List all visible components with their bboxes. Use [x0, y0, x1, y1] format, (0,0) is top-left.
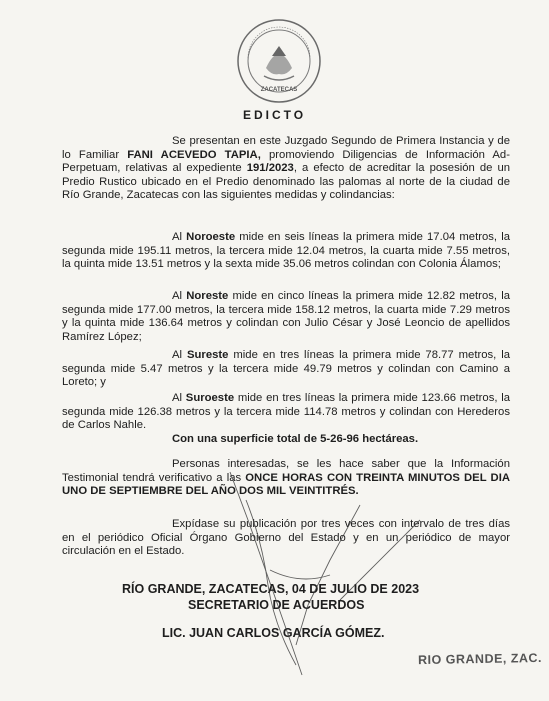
- paragraph-noreste: Al Noreste mide en cinco líneas la primera mide 12.82 metros, la segunda mide 177.00 metros, la tercera mide 158.12 metros, la cuarta mide 7.29 metros y la quinta mide 136.64 metros y colindan con Julio César y José Leoncio de apellidos Ramírez López;: [62, 290, 510, 343]
- paragraph-suroeste: Al Suroeste mide en tres líneas la primera mide 123.66 metros, la segunda mide 126.38 metros y la tercera mide 114.78 metros y colindan con Herederos de Carlos Nahle.: [62, 392, 511, 432]
- paragraph-sureste: Al Sureste mide en tres líneas la primera mide 78.77 metros, la segunda mide 5.47 metros y la tercera mide 49.79 metros y colindan con Camino a Loreto; y: [62, 349, 511, 389]
- applicant-name: FANI ACEVEDO TAPIA,: [127, 148, 261, 161]
- paragraph-noroeste: Al Noroeste mide en seis líneas la primera mide 17.04 metros, la segunda mide 195.11 metros, la tercera mide 12.04 metros, la cuarta mide 7.55 metros, la quinta mide 13.51 metros y la sexta mide 35.06 metros colindan con Colonia Álamos;: [62, 231, 510, 271]
- paragraph-hearing: Personas interesadas, se les hace saber que la Información Testimonial tendrá verificativo a las ONCE HORAS CON TREINTA MINUTOS DEL DIA UNO DE SEPTIEMBRE DEL AÑO DOS MIL VEINTITRÉS.: [62, 458, 510, 498]
- seal-text: ZACATECAS: [260, 87, 298, 93]
- document-title: EDICTO: [242, 108, 307, 122]
- total-surface: Con una superficie total de 5-26-96 hectáreas.: [172, 433, 419, 445]
- paragraph-intro: Se presentan en este Juzgado Segundo de Primera Instancia y de lo Familiar FANI ACEVEDO TAPIA, promoviendo Diligencias de Información Ad-Perpetuam, relativas al expediente 191/2023, a efecto de acreditar la posesión de un Predio Rustico ubicado en el Predio denominado las palomas al norte de la ciudad de Río Grande, Zacatecas con las siguientes medidas y colindancias:: [62, 135, 511, 202]
- signer-name: LIC. JUAN CARLOS GARCÍA GÓMEZ.: [162, 626, 385, 640]
- paragraph-publication: Expídase su publicación por tres veces con intervalo de tres días en el periódico Oficial Órgano Gobierno del Estado y en un periódico de mayor circulación en el Estado.: [62, 518, 510, 558]
- court-stamp: RIO GRANDE, ZAC.: [417, 650, 543, 668]
- file-number: 191/2023: [246, 162, 294, 175]
- signer-role: SECRETARIO DE ACUERDOS: [188, 598, 365, 612]
- coat-of-arms-seal-icon: [236, 18, 322, 104]
- place-date: RÍO GRANDE, ZACATECAS, 04 DE JULIO DE 2023: [122, 582, 420, 596]
